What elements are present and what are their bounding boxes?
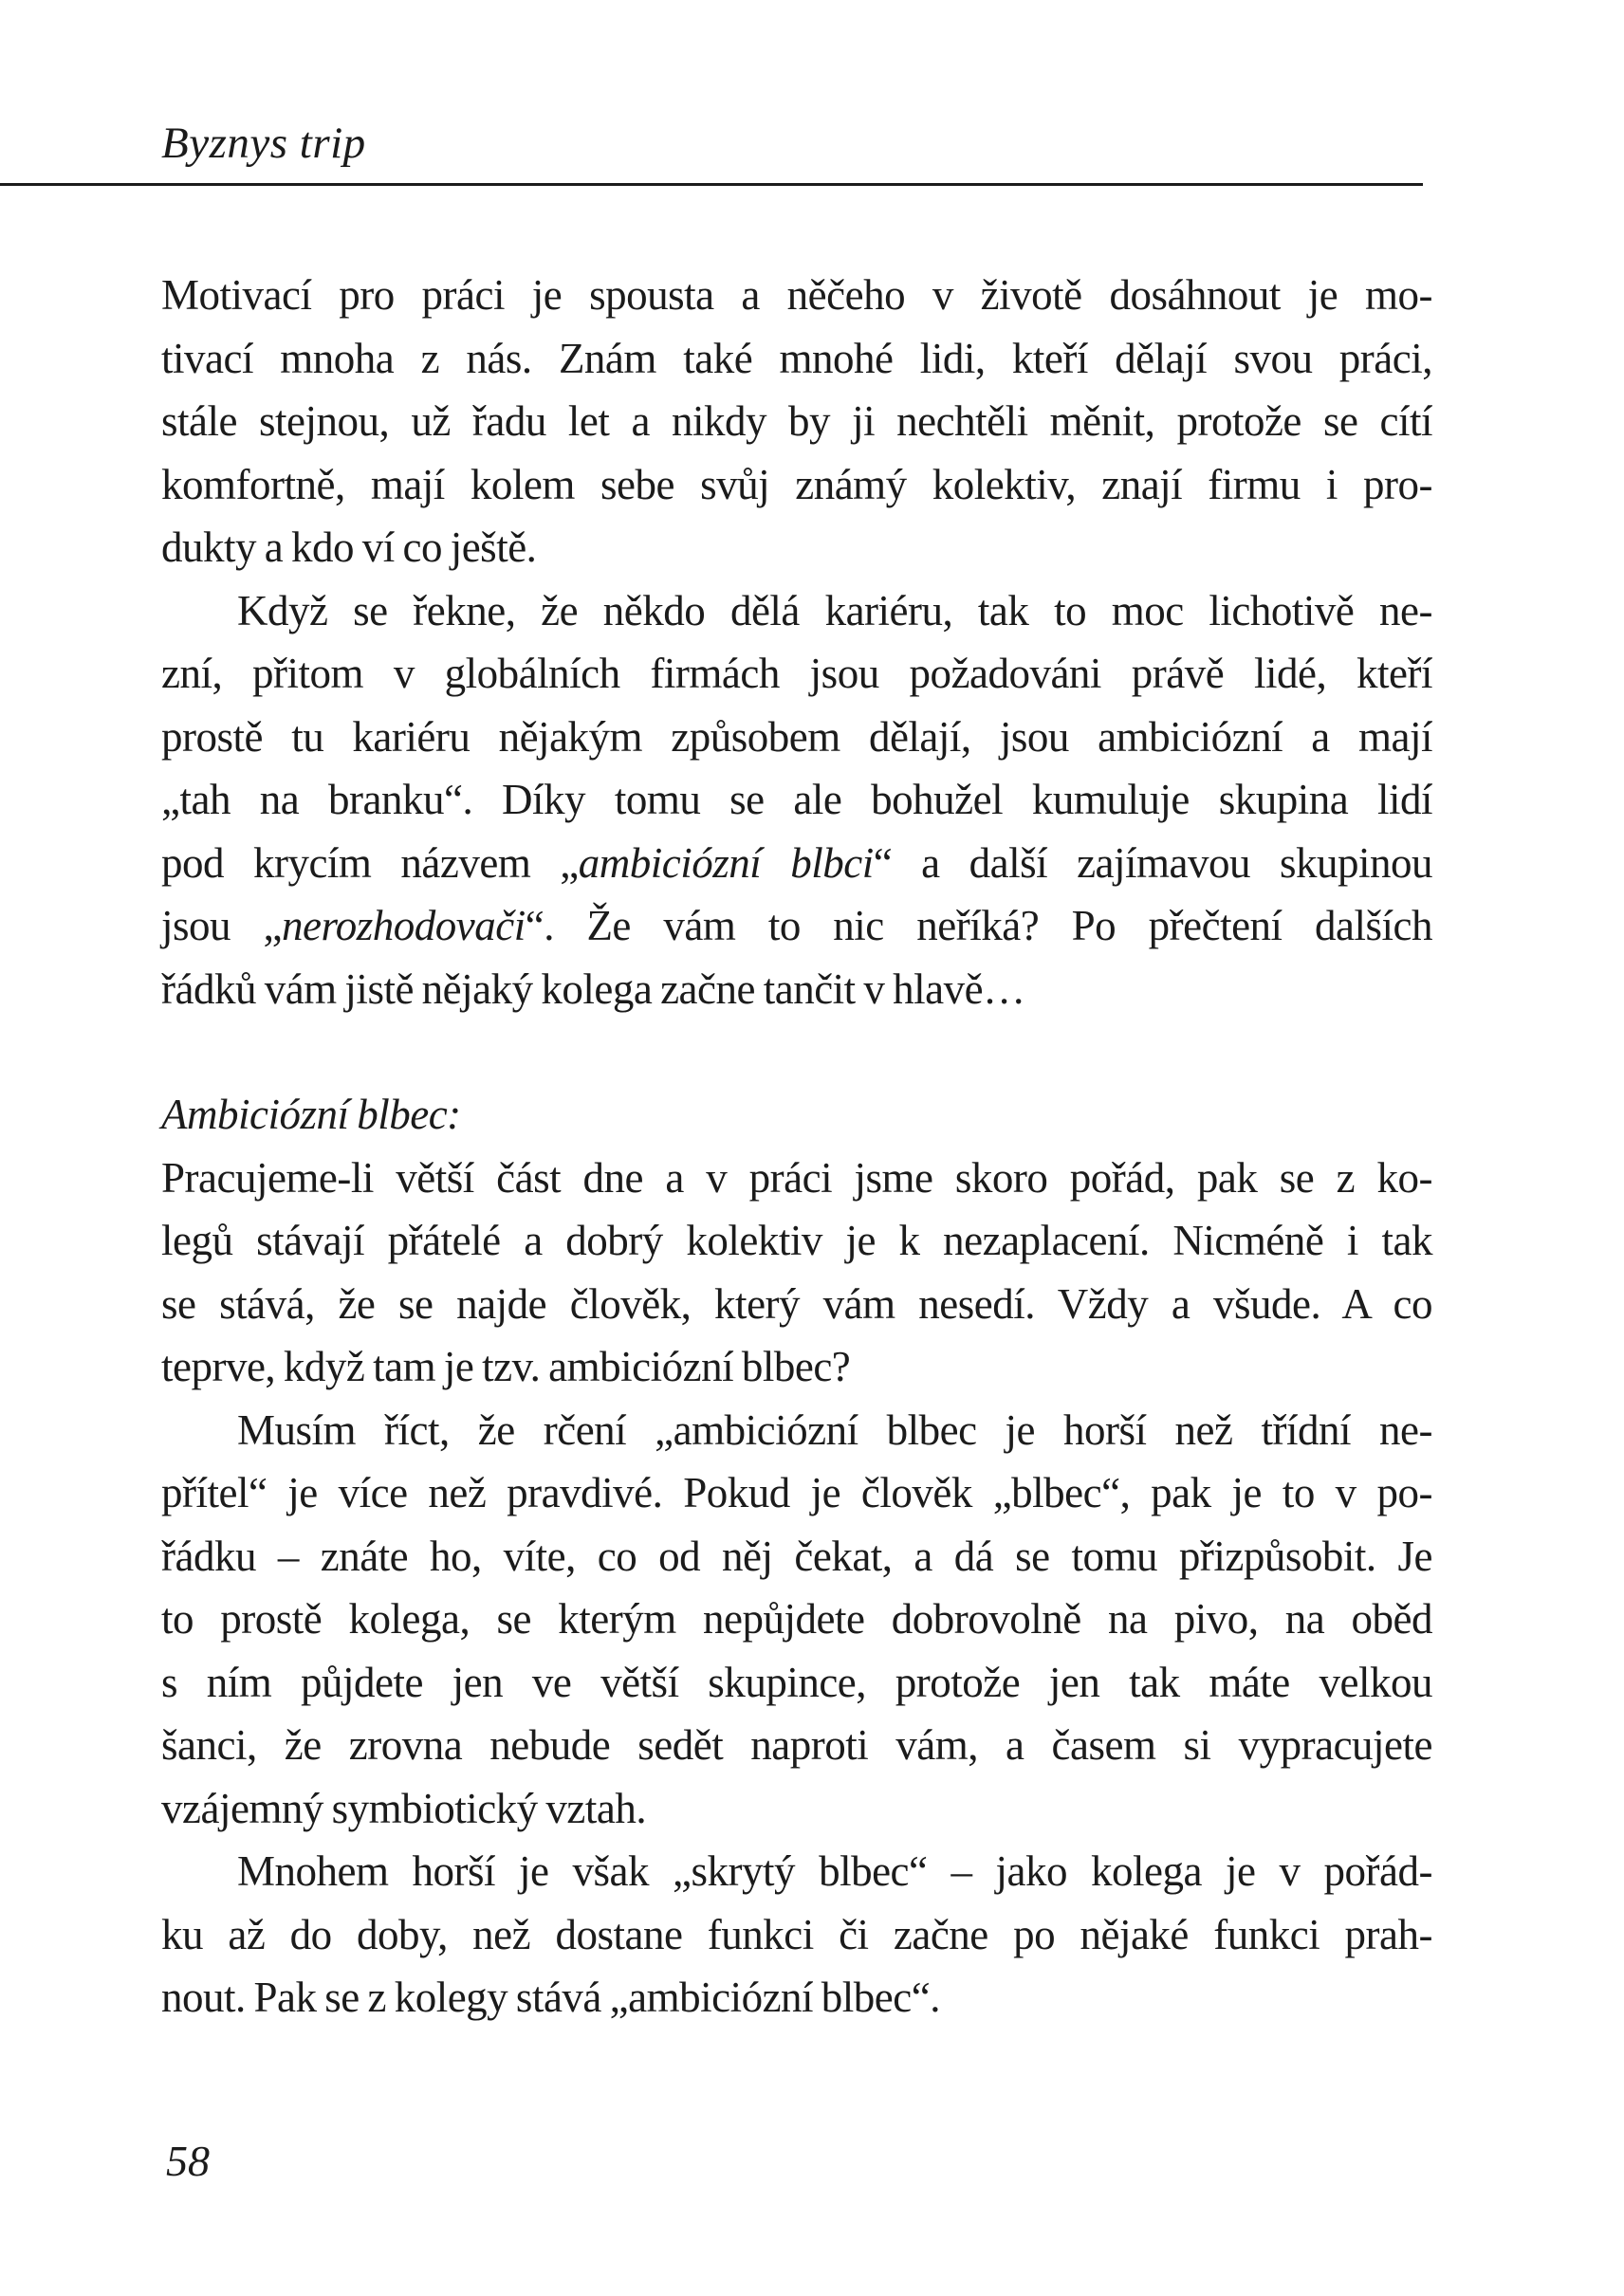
text-line: s ním půjdete jen ve větší skupince, protože jen tak máte velkou (161, 1658, 1432, 1706)
section-heading: Ambiciózní blbec: (161, 1091, 461, 1138)
paragraph-3 (161, 1147, 1432, 1399)
text-line: Motivací pro práci je spousta a něčeho v životě dosáhnout je mo- (161, 271, 1432, 319)
header-rule (0, 183, 1423, 186)
text-segment: “. Že vám to nic neříká? Po přečtení dalších (525, 902, 1432, 949)
text-segment: “ a další zajímavou skupinou (873, 838, 1433, 887)
text-line: stále stejnou, už řadu let a nikdy by ji nechtěli měnit, protože se cítí (161, 397, 1432, 445)
text-line: přítel“ je více než pravdivé. Pokud je člověk „blbec“, pak je to v po- (161, 1469, 1432, 1516)
text-line: komfortně, mají kolem sebe svůj známý kolektiv, znají firmu i pro- (161, 460, 1432, 508)
running-header: Byznys trip (161, 119, 366, 168)
paragraph-1 (161, 264, 1432, 579)
text-line: řádků vám jistě nějaký kolega začne tančit v hlavě… (161, 964, 1025, 1013)
text-line (161, 894, 1432, 958)
page-number: 58 (166, 2137, 210, 2185)
text-line: teprve, když tam je tzv. ambiciózní blbec? (161, 1343, 851, 1390)
italic-term: ambiciózní blbci (578, 838, 874, 887)
text-line: zní, přitom v globálních firmách jsou požadováni právě lidé, kteří (161, 650, 1432, 697)
text-line: Když se řekne, že někdo dělá kariéru, tak to moc lichotivě ne- (237, 586, 1432, 634)
text-line: prostě tu kariéru nějakým způsobem dělají, jsou ambiciózní a mají (161, 712, 1432, 761)
italic-term: nerozhodovači (281, 902, 526, 949)
text-line: Musím říct, že rčení „ambiciózní blbec je horší než třídní ne- (237, 1405, 1432, 1454)
paragraph-4 (161, 1399, 1432, 1841)
text-segment: pod krycím názvem „ (161, 838, 579, 887)
text-line: řádku – znáte ho, víte, co od něj čekat, a dá se tomu přizpůsobit. Je (161, 1532, 1432, 1580)
text-line: se stává, že se najde člověk, který vám nesedí. Vždy a všude. A co (161, 1279, 1432, 1328)
paragraph-2 (161, 579, 1432, 1021)
text-block (161, 264, 1432, 2030)
text-line: tivací mnoha z nás. Znám také mnohé lidi, kteří dělají svou práci, (161, 334, 1432, 382)
text-line: legů stávají přátelé a dobrý kolektiv je k nezaplacení. Nicméně i tak (161, 1217, 1432, 1264)
paragraph-5 (161, 1840, 1432, 2030)
text-line: „tah na branku“. Díky tomu se ale bohužel kumuluje skupina lidí (161, 776, 1432, 823)
text-line: šanci, že zrovna nebude sedět naproti vám, a časem si vypracujete (161, 1721, 1432, 1769)
text-segment: jsou „ (161, 902, 282, 949)
text-line (161, 832, 1432, 895)
text-line: dukty a kdo ví co ještě. (161, 523, 537, 571)
text-line: vzájemný symbiotický vztah. (161, 1784, 647, 1832)
text-line: Pracujeme-li větší část dne a v práci jsme skoro pořád, pak se z ko- (161, 1153, 1432, 1202)
text-line: to prostě kolega, se kterým nepůjdete dobrovolně na pivo, na oběd (161, 1595, 1432, 1643)
text-line: Mnohem horší je však „skrytý blbec“ – jako kolega je v pořád- (237, 1847, 1432, 1895)
text-line: ku až do doby, než dostane funkci či začne po nějaké funkci prah- (161, 1910, 1432, 1958)
text-line: nout. Pak se z kolegy stává „ambiciózní blbec“. (161, 1974, 940, 2021)
